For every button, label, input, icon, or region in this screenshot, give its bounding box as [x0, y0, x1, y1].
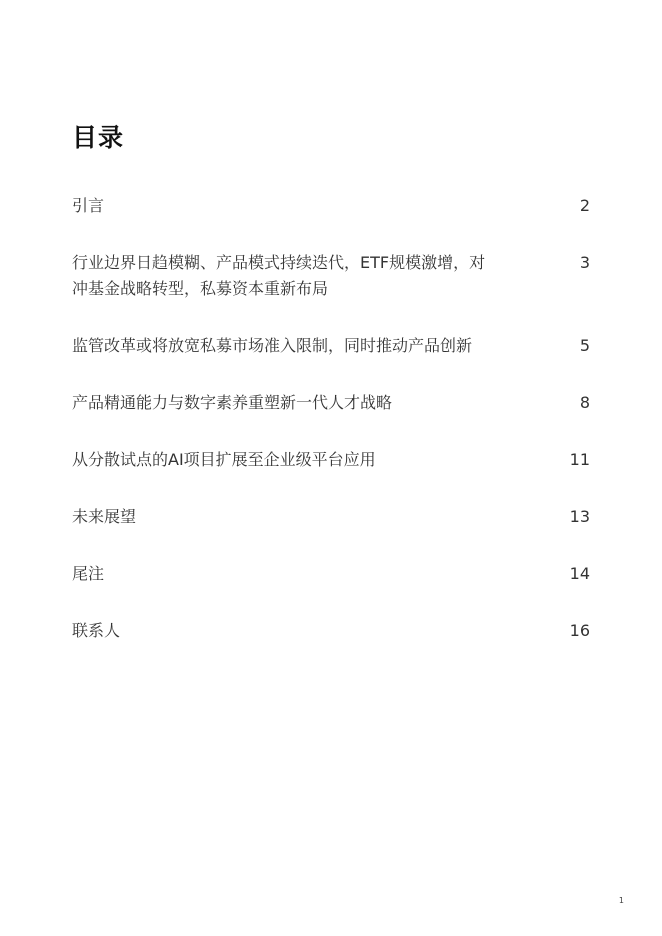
toc-entry-contacts[interactable] — [72, 618, 590, 644]
toc-entry-text[interactable]: 监管改革或将放宽私募市场准入限制，同时推动产品创新 — [72, 336, 473, 355]
toc-entry-page: 16 — [569, 621, 590, 640]
toc-entry-page: 2 — [579, 196, 590, 215]
toc-entry-text[interactable]: 联系人 — [72, 621, 121, 640]
page-number: 1 — [618, 896, 624, 905]
toc-entry-page: 11 — [569, 450, 590, 469]
toc-entry-regulation[interactable] — [72, 333, 590, 359]
toc-entry-talent[interactable] — [72, 390, 590, 416]
toc-entry-page: 3 — [579, 253, 590, 272]
toc-entry-page: 8 — [579, 393, 590, 412]
toc-list — [72, 193, 590, 675]
toc-entry-text[interactable]: 产品精通能力与数字素养重塑新一代人才战略 — [72, 393, 393, 412]
toc-entry-text[interactable]: 行业边界日趋模糊、产品模式持续迭代，ETF规模激增，对冲基金战略转型，私募资本重新布局 — [72, 253, 486, 298]
toc-entry-text[interactable]: 未来展望 — [72, 507, 137, 526]
toc-entry-text[interactable]: 引言 — [72, 196, 105, 215]
toc-entry-ai[interactable] — [72, 447, 590, 473]
toc-entry-outlook[interactable] — [72, 504, 590, 530]
toc-entry-intro[interactable] — [72, 193, 590, 219]
toc-entry-page: 13 — [569, 507, 590, 526]
toc-entry-text[interactable]: 尾注 — [72, 564, 105, 583]
toc-entry-endnotes[interactable] — [72, 561, 590, 587]
toc-title: 目录 — [72, 123, 125, 152]
toc-entry-page: 14 — [569, 564, 590, 583]
toc-entry-industry[interactable] — [72, 250, 590, 302]
toc-entry-page: 5 — [579, 336, 590, 355]
toc-entry-text[interactable]: 从分散试点的AI项目扩展至企业级平台应用 — [72, 450, 376, 469]
